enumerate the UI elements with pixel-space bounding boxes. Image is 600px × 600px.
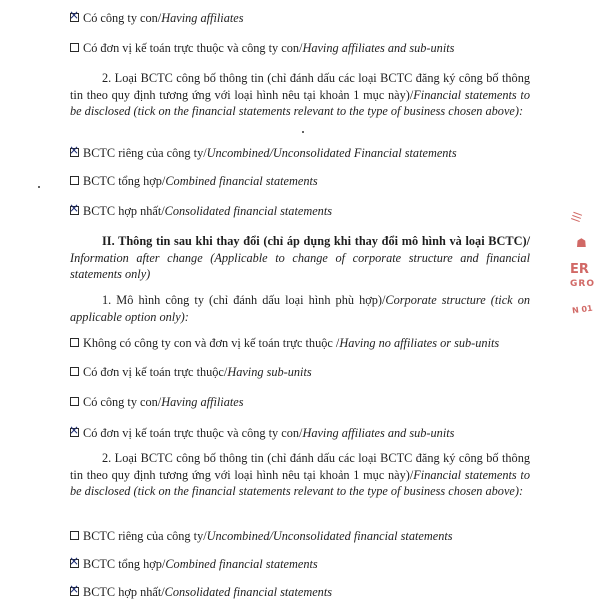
- stamp-text: GRO: [570, 279, 595, 289]
- option-label-en: Consolidated financial statements: [164, 585, 333, 599]
- option-label-en: Having affiliates and sub-units: [302, 41, 455, 55]
- report-consolidated: [70, 203, 530, 219]
- checkbox[interactable]: [70, 367, 79, 376]
- option-label-en: Having affiliates and sub-units: [302, 426, 455, 440]
- question-text-en: Corporate structure (tick on applicable option only):: [70, 293, 530, 324]
- question-financial-statements-2: [70, 450, 530, 500]
- option-label-vi: Có đơn vị kế toán trực thuộc và công ty con/: [83, 41, 303, 55]
- question-corporate-structure: [70, 292, 530, 325]
- checkbox[interactable]: [70, 176, 79, 185]
- option-label-vi: BCTC riêng của công ty/: [83, 146, 207, 160]
- checkbox[interactable]: [70, 397, 79, 406]
- section-heading-vi: II. Thông tin sau khi thay đổi (chỉ áp dụng khi thay đổi mô hình và loại BCTC)/: [102, 234, 530, 248]
- option-no-affiliates: [70, 335, 530, 351]
- option-label-vi: BCTC tổng hợp/: [83, 174, 166, 188]
- report-unconsolidated-2: [70, 528, 530, 544]
- checkbox[interactable]: [70, 531, 79, 540]
- section-heading: [70, 233, 530, 283]
- report-unconsolidated: [70, 145, 530, 161]
- option-label-vi: BCTC riêng của công ty/: [83, 529, 207, 543]
- stamp-glyph: ☗: [576, 236, 587, 250]
- option-label-en: Combined financial statements: [165, 557, 318, 571]
- checkbox[interactable]: [70, 428, 79, 437]
- option-label-vi: Có công ty con/: [83, 11, 162, 25]
- question-text-vi: 2. Loại BCTC công bố thông tin (chỉ đánh dấu các loại BCTC đăng ký công bố thông tin theo quy định tương ứng với loại hình nêu tại khoản 1 mục này)/: [70, 71, 530, 102]
- option-label-en: Having sub-units: [227, 365, 312, 379]
- option-affiliates-and-subunits-2: [70, 425, 530, 441]
- question-text-vi: 2. Loại BCTC công bố thông tin (chỉ đánh dấu các loại BCTC đăng ký công bố thông tin theo quy định tương ứng với loại hình nêu tại khoản 1 mục này)/: [70, 451, 530, 482]
- option-having-subunits: [70, 364, 530, 380]
- option-label-en: Consolidated financial statements: [164, 204, 333, 218]
- option-having-affiliates: [70, 10, 530, 26]
- report-combined: [70, 173, 530, 189]
- option-affiliates-and-subunits: [70, 40, 530, 56]
- option-label-vi: BCTC hợp nhất/: [83, 204, 165, 218]
- option-label-en: Having no affiliates or sub-units: [339, 336, 500, 350]
- checkbox[interactable]: [70, 43, 79, 52]
- question-text-vi: 1. Mô hình công ty (chỉ đánh dấu loại hình phù hợp)/: [102, 293, 386, 307]
- option-label-vi: BCTC tổng hợp/: [83, 557, 166, 571]
- stamp-text: ER: [570, 262, 589, 277]
- option-label-vi: BCTC hợp nhất/: [83, 585, 165, 599]
- report-combined-2: [70, 556, 530, 572]
- checkbox[interactable]: [70, 206, 79, 215]
- option-label-en: Combined financial statements: [165, 174, 318, 188]
- checkbox[interactable]: [70, 338, 79, 347]
- option-label-en: Having affiliates: [161, 395, 244, 409]
- section-heading-en: Information after change (Applicable to change of corporate structure and financial statements only): [70, 250, 530, 281]
- stamp-text: N 01: [571, 303, 594, 316]
- checkbox[interactable]: [70, 13, 79, 22]
- checkbox[interactable]: [70, 148, 79, 157]
- option-label-vi: Có đơn vị kế toán trực thuộc/: [83, 365, 228, 379]
- speck: [302, 131, 304, 133]
- speck: [38, 186, 40, 188]
- question-financial-statements: [70, 70, 530, 120]
- option-label-en: Uncombined/Unconsolidated financial statements: [206, 529, 453, 543]
- checkbox[interactable]: [70, 559, 79, 568]
- option-label-en: Uncombined/Unconsolidated Financial statements: [206, 146, 457, 160]
- option-label-vi: Có đơn vị kế toán trực thuộc và công ty con/: [83, 426, 303, 440]
- stamp-mark: |||: [570, 210, 584, 224]
- option-label-vi: Có công ty con/: [83, 395, 162, 409]
- option-having-affiliates-2: [70, 394, 530, 410]
- report-consolidated-2: [70, 584, 530, 600]
- checkbox[interactable]: [70, 587, 79, 596]
- question-text-en: Financial statements to be disclosed (tick on the financial statements relevant to the type of business chosen above):: [70, 87, 530, 118]
- question-text-en: Financial statements to be disclosed (tick on the financial statements relevant to the type of business chosen above):: [70, 467, 530, 498]
- option-label-vi: Không có công ty con và đơn vị kế toán trực thuộc /: [83, 336, 340, 350]
- option-label-en: Having affiliates: [161, 11, 244, 25]
